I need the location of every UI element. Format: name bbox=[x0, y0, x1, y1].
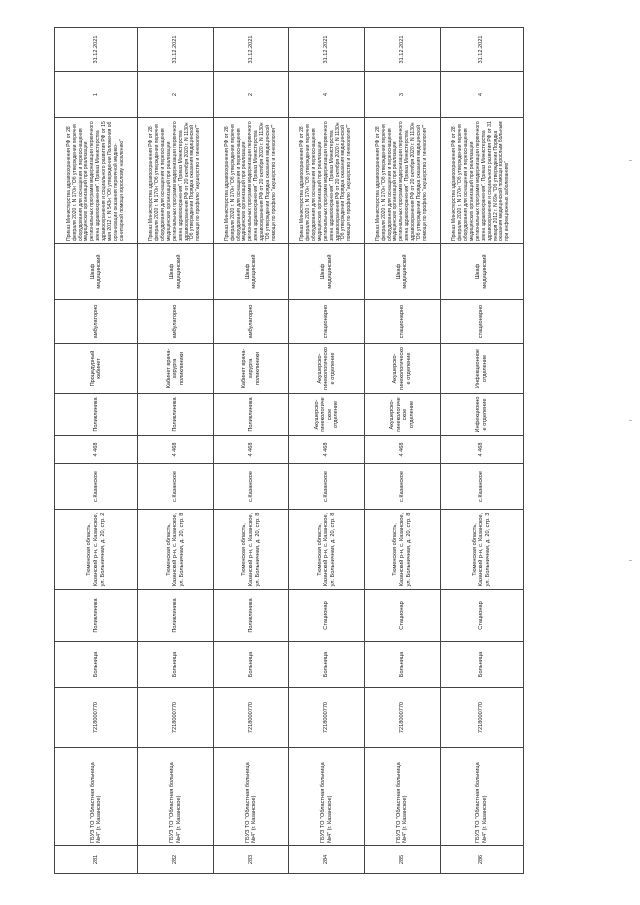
org-name: ГБУЗ ТО "Областная больница №4" (г. Казанское) bbox=[289, 748, 365, 846]
quantity: 2 bbox=[213, 72, 289, 118]
equipment-table bbox=[54, 27, 524, 874]
room: Процедурный кабинет bbox=[55, 344, 138, 394]
equipment: Шкаф медицинский bbox=[289, 244, 365, 300]
department: Акушерско-гинекологическое отделение bbox=[365, 394, 441, 436]
address: Тюменская область, Казанский р-н, с. Казанское, ул. Больничная, д. 20, стр. 8 bbox=[289, 510, 365, 590]
table-row bbox=[138, 28, 214, 874]
org-name: ГБУЗ ТО "Областная больница №4" (г. Казанское) bbox=[440, 748, 523, 846]
regulation: Приказ Министерства здравоохранения РФ от 28 февраля 2020 г. N 170н "Об утверждении перечня оборудования для оснащения и переоснащения медицинских организаций при реализации региональных программ модернизации первичного звена здравоохранения". Приказ Министерства здравоохранения РФ от 20 октября 2020 г. N 1130н "Об утверждении Порядка оказания медицинской помощи по профилю "акушерство и гинекология"" bbox=[138, 118, 214, 244]
regulation: Приказ Министерства здравоохранения РФ от 28 февраля 2020 г. N 170н "Об утверждении перечня оборудования для оснащения и переоснащения медицинских организаций при реализации региональных программ модернизации первичного звена здравоохранения". Приказ Министерства здравоохранения и социального развития РФ от 31 января 2012 г. N 69н "Об утверждении Порядка оказания медицинской помощи взрослым больным при инфекционных заболеваниях" bbox=[440, 118, 523, 244]
population: 4 468 bbox=[138, 436, 214, 464]
subdivision: Поликлиника bbox=[213, 590, 289, 642]
regulation: Приказ Министерства здравоохранения РФ от 28 февраля 2020 г. N 170н "Об утверждении перечня оборудования для оснащения и переоснащения медицинских организаций при реализации региональных программ модернизации первичного звена здравоохранения". Приказ Министерства здравоохранения и социального развития РФ от 15 мая 2012 г. N 543н "Об утверждении Положения об организации оказания первичной медико-санитарной помощи взрослому населению" bbox=[55, 118, 138, 244]
due-date: 31.12.2021 bbox=[440, 28, 523, 72]
department: Инфекционное отделение bbox=[440, 394, 523, 436]
due-date: 31.12.2021 bbox=[213, 28, 289, 72]
org-name: ГБУЗ ТО "Областная больница №4" (г. Казанское) bbox=[138, 748, 214, 846]
locality: с.Казанское bbox=[440, 464, 523, 510]
care-form: амбулаторно bbox=[213, 300, 289, 344]
facility-type: Больница bbox=[55, 642, 138, 688]
locality: с.Казанское bbox=[138, 464, 214, 510]
department: Поликлиника bbox=[213, 394, 289, 436]
table-row bbox=[289, 28, 365, 874]
locality: с.Казанское bbox=[365, 464, 441, 510]
org-code: 7218000770 bbox=[440, 688, 523, 748]
care-form: амбулаторно bbox=[138, 300, 214, 344]
facility-type: Больница bbox=[365, 642, 441, 688]
table-row bbox=[440, 28, 523, 874]
scan-artifact bbox=[629, 160, 632, 161]
regulation: Приказ Министерства здравоохранения РФ от 28 февраля 2020 г. N 170н "Об утверждении перечня оборудования для оснащения и переоснащения медицинских организаций при реализации региональных программ модернизации первичного звена здравоохранения". Приказ Министерства здравоохранения РФ от 20 октября 2020 г. N 1130н "Об утверждении Порядка оказания медицинской помощи по профилю "акушерство и гинекология"" bbox=[289, 118, 365, 244]
rotated-table-container bbox=[54, 28, 524, 874]
table-row bbox=[55, 28, 138, 874]
room: Акушерско-гинекологическое отделение bbox=[289, 344, 365, 394]
address: Тюменская область, Казанский р-н, с. Казанское, ул. Больничная, д. 20, стр. 2 bbox=[55, 510, 138, 590]
care-form: стационарно bbox=[289, 300, 365, 344]
row-number: 284 bbox=[289, 846, 365, 874]
row-number: 282 bbox=[138, 846, 214, 874]
equipment: Шкаф медицинский bbox=[213, 244, 289, 300]
scan-artifact bbox=[629, 560, 632, 561]
equipment: Шкаф медицинский bbox=[55, 244, 138, 300]
population: 4 468 bbox=[440, 436, 523, 464]
address: Тюменская область, Казанский р-н, с. Казанское, ул. Больничная, д. 20, стр. 8 bbox=[213, 510, 289, 590]
org-code: 7218000770 bbox=[213, 688, 289, 748]
facility-type: Больница bbox=[289, 642, 365, 688]
room: Акушерско-гинекологическое отделение bbox=[365, 344, 441, 394]
locality: с.Казанское bbox=[289, 464, 365, 510]
population: 4 468 bbox=[213, 436, 289, 464]
room: Инфекционное отделение bbox=[440, 344, 523, 394]
table-row bbox=[213, 28, 289, 874]
subdivision: Поликлиника bbox=[55, 590, 138, 642]
address: Тюменская область, Казанский р-н, с. Казанское, ул. Больничная, д. 20, стр. 8 bbox=[138, 510, 214, 590]
due-date: 31.12.2021 bbox=[365, 28, 441, 72]
quantity: 2 bbox=[138, 72, 214, 118]
quantity: 3 bbox=[365, 72, 441, 118]
department: Поликлиника bbox=[138, 394, 214, 436]
department: Поликлиника bbox=[55, 394, 138, 436]
locality: с.Казанское bbox=[55, 464, 138, 510]
subdivision: Стационар bbox=[289, 590, 365, 642]
population: 4 468 bbox=[289, 436, 365, 464]
care-form: стационарно bbox=[440, 300, 523, 344]
equipment: Шкаф медицинский bbox=[365, 244, 441, 300]
regulation: Приказ Министерства здравоохранения РФ от 28 февраля 2020 г. N 170н "Об утверждении перечня оборудования для оснащения и переоснащения медицинских организаций при реализации региональных программ модернизации первичного звена здравоохранения". Приказ Министерства здравоохранения РФ от 20 октября 2020 г. N 1130н "Об утверждении Порядка оказания медицинской помощи по профилю "акушерство и гинекология"" bbox=[213, 118, 289, 244]
equipment: Шкаф медицинский bbox=[440, 244, 523, 300]
org-code: 7218000770 bbox=[365, 688, 441, 748]
due-date: 31.12.2021 bbox=[55, 28, 138, 72]
facility-type: Больница bbox=[138, 642, 214, 688]
department: Акушерско-гинекологическое отделение bbox=[289, 394, 365, 436]
regulation: Приказ Министерства здравоохранения РФ от 28 февраля 2020 г. N 170н "Об утверждении перечня оборудования для оснащения и переоснащения медицинских организаций при реализации региональных программ модернизации первичного звена здравоохранения". Приказ Министерства здравоохранения РФ от 20 октября 2020 г. N 1130н "Об утверждении Порядка оказания медицинской помощи по профилю "акушерство и гинекология"" bbox=[365, 118, 441, 244]
population: 4 468 bbox=[55, 436, 138, 464]
quantity: 1 bbox=[55, 72, 138, 118]
subdivision: Стационар bbox=[440, 590, 523, 642]
table-row bbox=[365, 28, 441, 874]
population: 4 468 bbox=[365, 436, 441, 464]
care-form: стационарно bbox=[365, 300, 441, 344]
org-code: 7218000770 bbox=[55, 688, 138, 748]
subdivision: Поликлиника bbox=[138, 590, 214, 642]
room: Кабинет врача-хирурга поликлиники bbox=[138, 344, 214, 394]
row-number: 283 bbox=[213, 846, 289, 874]
due-date: 31.12.2021 bbox=[138, 28, 214, 72]
facility-type: Больница bbox=[213, 642, 289, 688]
row-number: 281 bbox=[55, 846, 138, 874]
org-name: ГБУЗ ТО "Областная больница №4" (г. Казанское) bbox=[55, 748, 138, 846]
org-name: ГБУЗ ТО "Областная больница №4" (г. Казанское) bbox=[365, 748, 441, 846]
quantity: 4 bbox=[289, 72, 365, 118]
care-form: амбулаторно bbox=[55, 300, 138, 344]
address: Тюменская область, Казанский р-н, с. Казанское, ул. Больничная, д. 20, стр. 8 bbox=[365, 510, 441, 590]
due-date: 31.12.2021 bbox=[289, 28, 365, 72]
subdivision: Стационар bbox=[365, 590, 441, 642]
equipment: Шкаф медицинский bbox=[138, 244, 214, 300]
quantity: 4 bbox=[440, 72, 523, 118]
facility-type: Больница bbox=[440, 642, 523, 688]
scan-artifact bbox=[629, 420, 632, 421]
locality: с.Казанское bbox=[213, 464, 289, 510]
org-code: 7218000770 bbox=[289, 688, 365, 748]
row-number: 286 bbox=[440, 846, 523, 874]
room: Кабинет врача-хирурга поликлиники bbox=[213, 344, 289, 394]
org-code: 7218000770 bbox=[138, 688, 214, 748]
address: Тюменская область, Казанский р-н, с. Казанское, ул. Больничная, д. 20, стр. 3 bbox=[440, 510, 523, 590]
org-name: ГБУЗ ТО "Областная больница №4" (г. Казанское) bbox=[213, 748, 289, 846]
row-number: 285 bbox=[365, 846, 441, 874]
